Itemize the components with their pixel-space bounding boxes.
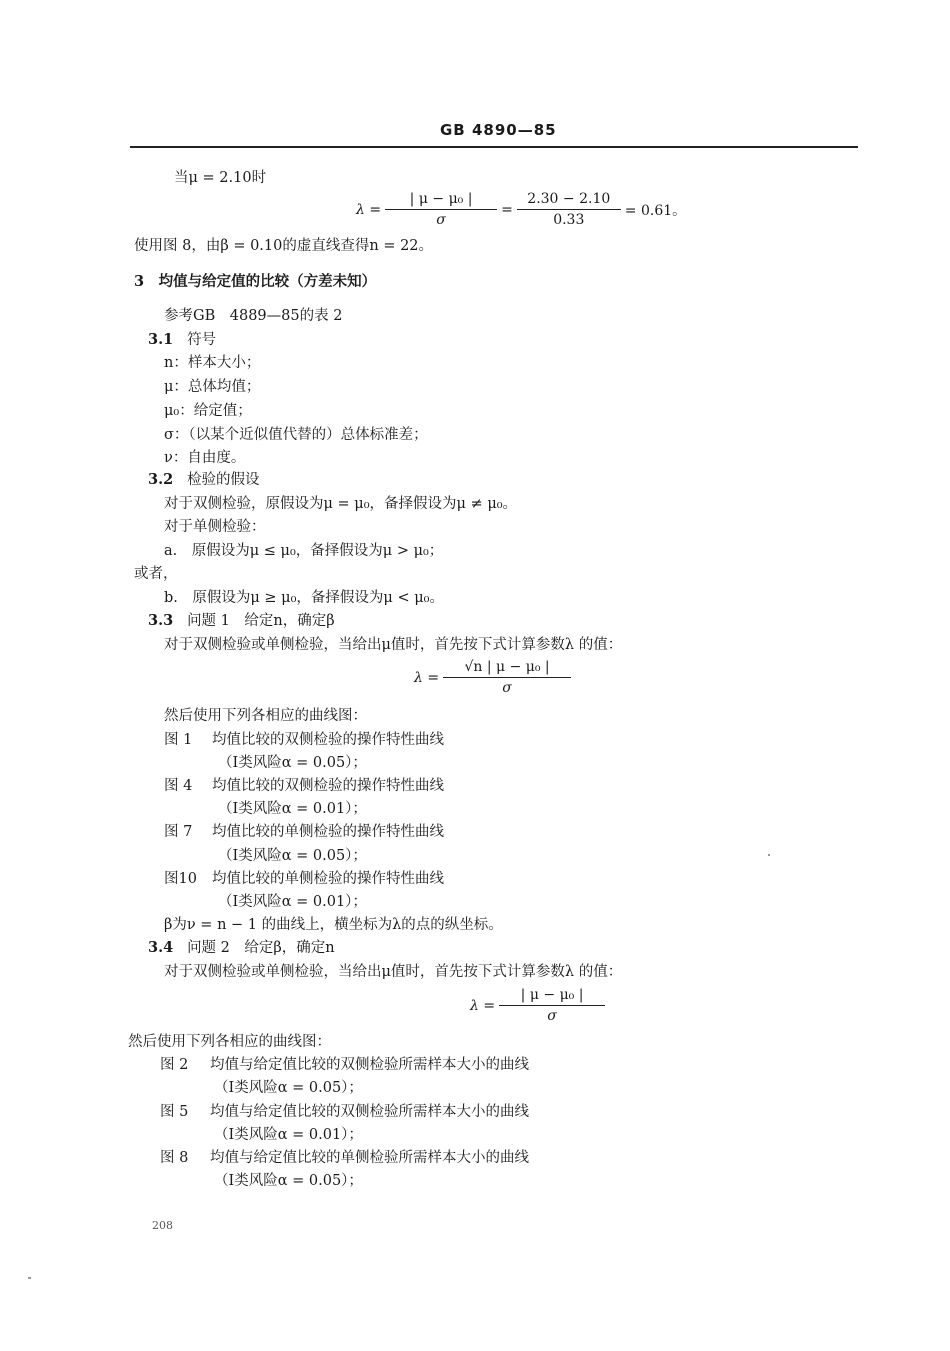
s33-fig-2-label: 图 4 [164, 778, 193, 794]
page-number: 208 [152, 1219, 173, 1232]
two-sided-hypothesis: 对于双侧检验，原假设为μ = μ₀，备择假设为μ ≠ μ₀。 [164, 496, 518, 512]
eq-denominator: σ [502, 680, 512, 696]
subsection-3-3-number: 3.3 [148, 612, 174, 629]
s33-fig-1-desc: 均值比较的双侧检验的操作特性曲线 [212, 732, 444, 748]
s34-fig-1-label: 图 2 [160, 1057, 189, 1073]
eq-fraction-1 [385, 190, 497, 229]
s33-fig-4-label: 图10 [164, 871, 197, 887]
eq-denominator: σ [547, 1008, 557, 1024]
subsection-3-3 [148, 611, 335, 631]
subsection-3-4-number: 3.4 [148, 939, 174, 956]
s34-fig-1-risk: （Ⅰ类风险α = 0.05）； [214, 1080, 363, 1096]
symbol-n: n：样本大小； [164, 355, 261, 371]
symbol-sigma: σ：（以某个近似值代替的）总体标准差； [164, 427, 428, 443]
s34-fig-3-label: 图 8 [160, 1150, 189, 1166]
s33-fig-3-risk: （Ⅰ类风险α = 0.05）； [218, 848, 367, 864]
s34-fig-3-risk: （Ⅰ类风险α = 0.05）； [214, 1173, 363, 1189]
reference-line: 参考GB 4889—85的表 2 [164, 308, 343, 324]
eq-lhs: λ = [414, 669, 440, 686]
when-line: 当μ = 2.10时 [174, 170, 267, 186]
lambda-equation-1 [410, 658, 571, 697]
subsection-3-1 [148, 330, 216, 350]
eq-denominator-2: 0.33 [553, 212, 585, 228]
one-sided-intro: 对于单侧检验： [164, 519, 266, 535]
symbol-mu: μ：总体均值； [164, 379, 261, 395]
s34-fig-2-desc: 均值与给定值比较的双侧检验所需样本大小的曲线 [210, 1104, 529, 1120]
s33-fig-1-risk: （Ⅰ类风险α = 0.05）； [218, 755, 367, 771]
s34-fig-3-desc: 均值与给定值比较的单侧检验所需样本大小的曲线 [210, 1150, 529, 1166]
s33-fig-2-desc: 均值比较的双侧检验的操作特性曲线 [212, 778, 444, 794]
eq-lhs: λ = [356, 201, 382, 218]
eq-fraction-2 [517, 190, 621, 229]
s33-fig-3-label: 图 7 [164, 824, 193, 840]
symbol-nu: ν：自由度。 [164, 450, 246, 466]
subsection-3-4-title: 问题 2 给定β，确定n [187, 940, 335, 956]
eq-denominator-1: σ [436, 212, 446, 228]
s34-instruction: 对于双侧检验或单侧检验，当给出μ值时，首先按下式计算参数λ 的值： [164, 964, 623, 980]
s33-fig-2-risk: （Ⅰ类风险α = 0.01）； [218, 801, 367, 817]
eq-result: = 0.61。 [624, 202, 687, 219]
lambda-equation-2 [466, 986, 605, 1025]
s33-then: 然后使用下列各相应的曲线图： [164, 708, 367, 724]
s34-fig-2-risk: （Ⅰ类风险α = 0.01）； [214, 1127, 363, 1143]
s33-instruction: 对于双侧检验或单侧检验，当给出μ值时，首先按下式计算参数λ 的值： [164, 637, 623, 653]
subsection-3-4 [148, 938, 335, 958]
subsection-3-2 [148, 470, 260, 490]
hypothesis-case-a: a. 原假设为μ ≤ μ₀，备择假设为μ > μ₀； [164, 543, 444, 559]
symbol-mu0: μ₀：给定值； [164, 403, 252, 419]
subsection-3-1-title: 符号 [187, 332, 217, 348]
header-rule [130, 146, 858, 148]
s33-fig-1-label: 图 1 [164, 732, 193, 748]
eq-numerator: | μ − μ₀ | [499, 986, 605, 1006]
s34-fig-1-desc: 均值与给定值比较的双侧检验所需样本大小的曲线 [210, 1057, 529, 1073]
s33-fig-3-desc: 均值比较的单侧检验的操作特性曲线 [212, 824, 444, 840]
eq-numerator: √n | μ − μ₀ | [443, 658, 571, 678]
s33-fig-4-desc: 均值比较的单侧检验的操作特性曲线 [212, 871, 444, 887]
s33-beta-note: β为ν = n − 1 的曲线上，横坐标为λ的点的纵坐标。 [164, 917, 503, 933]
s34-then: 然后使用下列各相应的曲线图： [128, 1034, 331, 1050]
s33-fig-4-risk: （Ⅰ类风险α = 0.01）； [218, 894, 367, 910]
document-header: GB 4890—85 [440, 121, 557, 139]
subsection-3-2-title: 检验的假设 [187, 472, 260, 488]
scan-speck [768, 854, 770, 856]
subsection-3-1-number: 3.1 [148, 331, 174, 348]
eq-fraction [499, 986, 605, 1025]
eq-equals: = [501, 201, 513, 218]
subsection-3-2-number: 3.2 [148, 471, 174, 488]
eq-lhs: λ = [470, 997, 496, 1014]
eq-numerator-1: | μ − μ₀ | [385, 190, 497, 210]
use-figure-line: 使用图 8，由β = 0.10的虚直线查得n = 22。 [134, 238, 434, 254]
section-3-heading: 3 均值与给定值的比较（方差未知） [134, 273, 377, 290]
lambda-equation-example [352, 190, 690, 229]
eq-numerator-2: 2.30 − 2.10 [517, 190, 621, 210]
scan-speck [28, 1277, 31, 1279]
eq-fraction [443, 658, 571, 697]
hypothesis-case-b: b. 原假设为μ ≥ μ₀，备择假设为μ < μ₀。 [164, 590, 444, 606]
subsection-3-3-title: 问题 1 给定n，确定β [187, 613, 335, 629]
s34-fig-2-label: 图 5 [160, 1104, 189, 1120]
or-line: 或者， [134, 566, 178, 582]
